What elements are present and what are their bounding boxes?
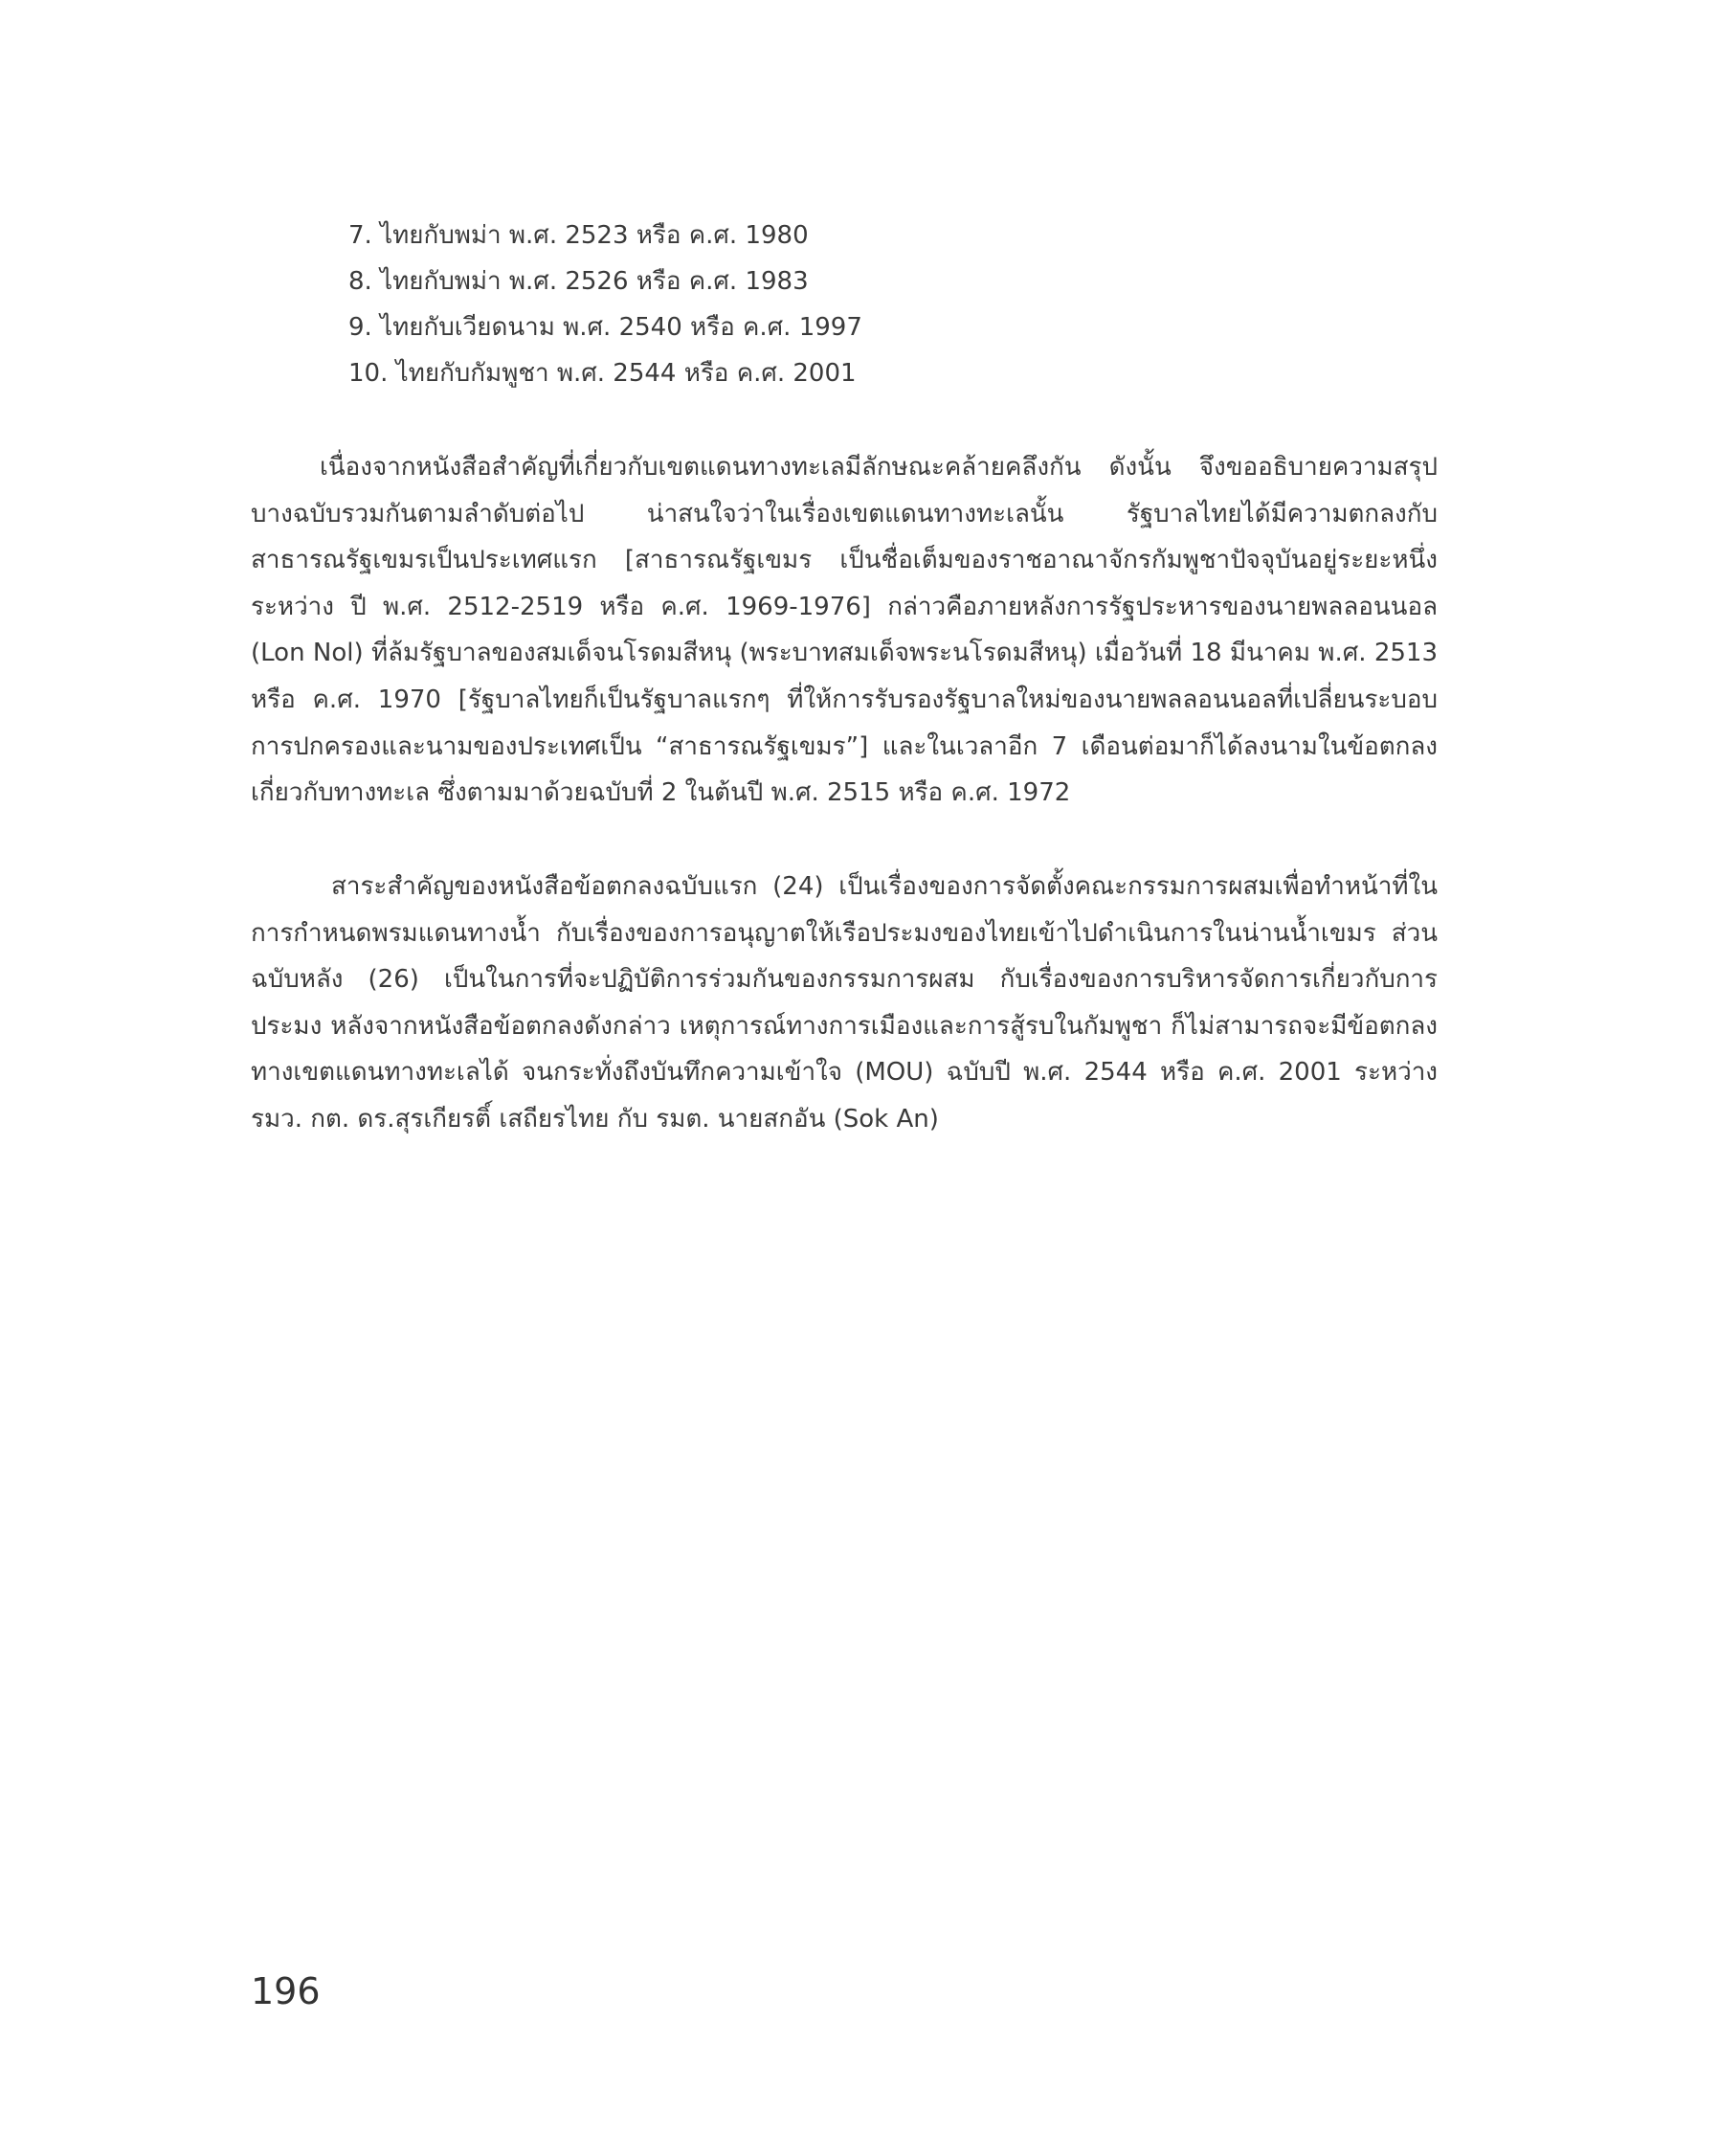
page-number: 196 bbox=[251, 1970, 321, 2012]
list-item: 10. ไทยกับกัมพูชา พ.ศ. 2544 หรือ ค.ศ. 2001 bbox=[348, 359, 857, 388]
list-item: 9. ไทยกับเวียดนาม พ.ศ. 2540 หรือ ค.ศ. 1997 bbox=[348, 313, 862, 342]
body-paragraph-1: เนื่องจากหนังสือสำคัญที่เกี่ยวกับเขตแดนทางทะเลมีลักษณะคล้ายคลึงกัน ดังนั้น จึงขออธิบายความสรุปบางฉบับรวมกันตามลำดับต่อไป น่าสนใจว่าในเรื่องเขตแดนทางทะเลนั้น รัฐบาลไทยได้มีความตกลงกับสาธารณรัฐเขมรเป็นประเทศแรก [สาธารณรัฐเขมร เป็นชื่อเต็มของราชอาณาจักรกัมพูชาปัจจุบันอยู่ระยะหนึ่ง ระหว่าง ปี พ.ศ. 2512-2519 หรือ ค.ศ. 1969-1976] กล่าวคือภายหลังการรัฐประหารของนายพลลอนนอล (Lon Nol) ที่ล้มรัฐบาลของสมเด็จนโรดมสีหนุ (พระบาทสมเด็จพระนโรดมสีหนุ) เมื่อวันที่ 18 มีนาคม พ.ศ. 2513 หรือ ค.ศ. 1970 [รัฐบาลไทยก็เป็นรัฐบาลแรกๆ ที่ให้การรับรองรัฐบาลใหม่ของนายพลลอนนอลที่เปลี่ยนระบอบการปกครองและนามของประเทศเป็น “สาธารณรัฐเขมร”] และในเวลาอีก 7 เดือนต่อมาก็ได้ลงนามในข้อตกลงเกี่ยวกับทางทะเล ซึ่งตามมาด้วยฉบับที่ 2 ในต้นปี พ.ศ. 2515 หรือ ค.ศ. 1972 bbox=[251, 453, 1438, 808]
body-paragraph-2: สาระสำคัญของหนังสือข้อตกลงฉบับแรก (24) เป็นเรื่องของการจัดตั้งคณะกรรมการผสมเพื่อทำหน้าที่ในการกำหนดพรมแดนทางน้ำ กับเรื่องของการอนุญาตให้เรือประมงของไทยเข้าไปดำเนินการในน่านน้ำเขมร ส่วนฉบับหลัง (26) เป็นในการที่จะปฏิบัติการร่วมกันของกรรมการผสม กับเรื่องของการบริหารจัดการเกี่ยวกับการประมง หลังจากหนังสือข้อตกลงดังกล่าว เหตุการณ์ทางการเมืองและการสู้รบในกัมพูชา ก็ไม่สามารถจะมีข้อตกลงทางเขตแดนทางทะเลได้ จนกระทั่งถึงบันทึกความเข้าใจ (MOU) ฉบับปี พ.ศ. 2544 หรือ ค.ศ. 2001 ระหว่าง รมว. กต. ดร.สุรเกียรติ์ เสถียรไทย กับ รมต. นายสกอัน (Sok An) bbox=[251, 872, 1438, 1134]
list-item: 7. ไทยกับพม่า พ.ศ. 2523 หรือ ค.ศ. 1980 bbox=[348, 221, 809, 250]
list-item: 8. ไทยกับพม่า พ.ศ. 2526 หรือ ค.ศ. 1983 bbox=[348, 267, 809, 296]
numbered-list bbox=[348, 213, 1210, 396]
